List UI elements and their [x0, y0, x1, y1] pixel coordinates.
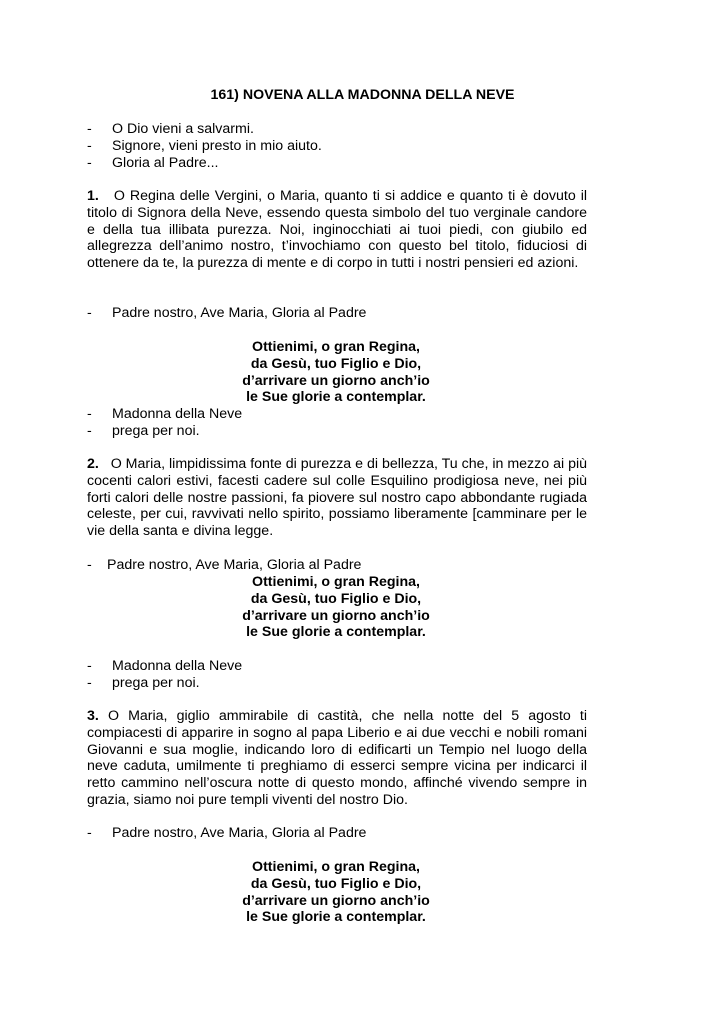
- dash-bullet: -: [87, 154, 92, 171]
- refrain: [0, 859, 672, 926]
- intro-text: Gloria al Padre...: [112, 154, 219, 171]
- invocation-text: prega per noi.: [112, 422, 200, 439]
- section-text: O Maria, limpidissima fonte di purezza e di bellezza, Tu che, in mezzo ai più cocenti calori estivi, facesti cadere sul colle Esquilino prodigiosa neve, nei più forti calori delle nostre passioni, fa piovere sul nostro capo abbondante rugiada celeste, per cui, ravvivati nello spirito, possiamo liberamente [camminare per le vie della santa e divina legge.: [87, 456, 587, 540]
- refrain-line: Ottienimi, o gran Regina,: [252, 574, 420, 590]
- refrain-line: Ottienimi, o gran Regina,: [252, 859, 420, 875]
- refrain-line: le Sue glorie a contemplar.: [246, 624, 426, 641]
- dash-bullet: -: [87, 658, 92, 674]
- section-text: O Maria, giglio ammirabile di castità, che nella notte del 5 agosto ti compiacesti di apparire in sogno al papa Liberio e ai due vecchi e nobili romani Giovanni e sua moglie, indicando loro di edificarti un Tempio nel luogo della neve caduta, umilmente ti preghiamo di esserci sempre vicina per indicarci il retto cammino nell’oscura notte di questo mondo, affinché vivendo sempre in grazia, siamo noi pure templi viventi del nostro Dio.: [87, 708, 587, 808]
- prayer-line-block: [87, 825, 587, 842]
- section-number: 2.: [87, 456, 99, 472]
- dash-bullet: -: [87, 406, 92, 422]
- prayer-line-block: [87, 557, 587, 574]
- refrain-line: Ottienimi, o gran Regina,: [252, 339, 420, 355]
- section-paragraph: [87, 188, 587, 272]
- prayer-line: [87, 557, 587, 574]
- prayer-line: [87, 825, 587, 842]
- prayer-line-block: [87, 305, 587, 322]
- section-paragraph: [87, 708, 587, 809]
- section-paragraph: [87, 456, 587, 540]
- intro-text: O Dio vieni a salvarmi.: [112, 121, 254, 137]
- invocation-text: Madonna della Neve: [112, 658, 243, 674]
- dash-bullet: -: [87, 422, 92, 439]
- refrain-line: le Sue glorie a contemplar.: [246, 909, 426, 926]
- section-text: O Regina delle Vergini, o Maria, quanto ti si addice e quanto ti è dovuto il titolo di Signora della Neve, essendo questa simbolo del tuo verginale candore e della tua illibata purezza. Noi, inginocchiati ai tuoi piedi, con giubilo ed allegrezza dell’animo nostro, t’invochiamo con questo bel titolo, fiduciosi di ottenere da te, la purezza di mente e di corpo in tutti i nostri pensieri ed azioni.: [87, 188, 588, 272]
- invocation-item: [87, 423, 587, 440]
- dash-bullet: -: [87, 305, 92, 321]
- invocation-text: Madonna della Neve: [112, 406, 243, 422]
- refrain-line: d’arrivare un giorno anch’io: [242, 372, 430, 389]
- intro-list: [87, 121, 587, 171]
- invocation-item: [87, 658, 587, 675]
- prayer-line-text: Padre nostro, Ave Maria, Gloria al Padre: [112, 825, 367, 841]
- invocation-item: [87, 675, 587, 692]
- refrain-line: da Gesù, tuo Figlio e Dio,: [250, 875, 422, 892]
- dash-bullet: -: [87, 825, 92, 841]
- dash-bullet: -: [87, 674, 92, 691]
- intro-item: [87, 155, 587, 172]
- section-number: 3.: [87, 708, 99, 724]
- invocation-item: [87, 406, 587, 423]
- prayer-line-text: Padre nostro, Ave Maria, Gloria al Padre: [112, 305, 367, 321]
- dash-bullet: -: [87, 557, 92, 573]
- document-title: 161) NOVENA ALLA MADONNA DELLA NEVE: [210, 87, 515, 103]
- refrain: [0, 574, 672, 641]
- dash-bullet: -: [87, 137, 92, 154]
- refrain-line: da Gesù, tuo Figlio e Dio,: [250, 355, 422, 372]
- refrain-line: le Sue glorie a contemplar.: [246, 389, 426, 406]
- intro-item: [87, 138, 587, 155]
- refrain-line: d’arrivare un giorno anch’io: [242, 607, 430, 624]
- intro-item: [87, 121, 587, 138]
- intro-text: Signore, vieni presto in mio aiuto.: [112, 137, 322, 154]
- prayer-line: [87, 305, 587, 322]
- refrain-line: da Gesù, tuo Figlio e Dio,: [250, 590, 422, 607]
- prayer-line-text: Padre nostro, Ave Maria, Gloria al Padre: [107, 557, 362, 573]
- dash-bullet: -: [87, 121, 92, 137]
- invocation-text: prega per noi.: [112, 674, 200, 691]
- section-number: 1.: [87, 188, 99, 204]
- invocation-list: [87, 658, 587, 692]
- refrain-line: d’arrivare un giorno anch’io: [242, 892, 430, 909]
- invocation-list: [87, 406, 587, 440]
- refrain: [0, 339, 672, 406]
